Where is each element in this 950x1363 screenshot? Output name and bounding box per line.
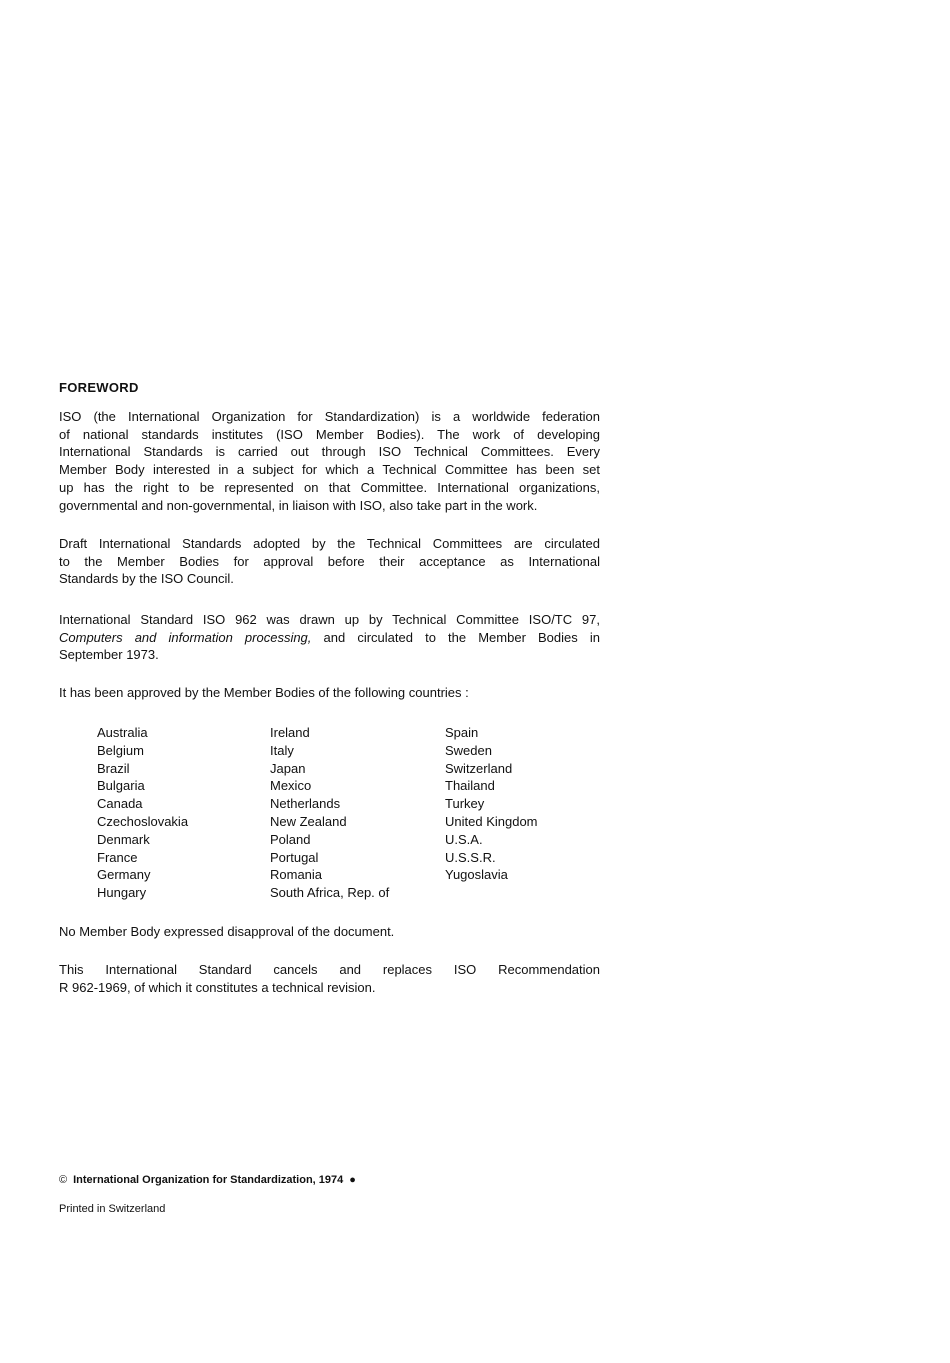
paragraph-line: governmental and non-governmental, in liaison with ISO, also take part in the work. bbox=[59, 497, 538, 513]
paragraph-replacement bbox=[59, 961, 600, 996]
country-item: Thailand bbox=[445, 778, 495, 794]
country-item: Portugal bbox=[270, 849, 319, 865]
country-item: Germany bbox=[97, 867, 151, 883]
committee-title: Computers and information processing, bbox=[59, 629, 312, 645]
paragraph-iso-intro bbox=[59, 408, 600, 514]
country-item: Bulgaria bbox=[97, 778, 145, 794]
country-item: Ireland bbox=[270, 725, 310, 740]
paragraph-line: September 1973. bbox=[59, 647, 159, 663]
paragraph-line: International Standard ISO 962 was drawn up by Technical Committee ISO/TC 97, bbox=[59, 612, 600, 627]
country-item: Sweden bbox=[445, 742, 492, 758]
paragraph-line: Standards by the ISO Council. bbox=[59, 571, 234, 587]
paragraph-line: Member Body interested in a subject for which a Technical Committee has been set bbox=[59, 462, 600, 478]
paragraph-line: R 962-1969, of which it constitutes a technical revision. bbox=[59, 979, 376, 995]
paragraph-approval: It has been approved by the Member Bodies of the following countries : bbox=[59, 685, 469, 700]
paragraph-line: Draft International Standards adopted by the Technical Committees are circulated bbox=[59, 536, 600, 551]
country-item: U.S.A. bbox=[445, 831, 483, 847]
country-item: Denmark bbox=[97, 831, 150, 847]
country-item: France bbox=[97, 849, 138, 865]
paragraph-line: to the Member Bodies for approval before their acceptance as International bbox=[59, 553, 600, 569]
country-item: United Kingdom bbox=[445, 813, 538, 829]
country-item: Netherlands bbox=[270, 796, 341, 812]
foreword-heading: FOREWORD bbox=[59, 380, 139, 395]
country-item: Romania bbox=[270, 867, 323, 883]
bullet-icon: ● bbox=[349, 1174, 356, 1186]
paragraph-line-rest: and circulated to the Member Bodies in bbox=[311, 629, 600, 645]
country-item: Czechoslovakia bbox=[97, 813, 189, 829]
country-item: Yugoslavia bbox=[445, 867, 508, 883]
paragraph-line: This International Standard cancels and replaces ISO Recommendation bbox=[59, 962, 600, 977]
country-column-1 bbox=[97, 724, 188, 902]
country-item: Japan bbox=[270, 760, 306, 776]
country-item: South Africa, Rep. of bbox=[270, 885, 390, 901]
country-column-2 bbox=[270, 724, 389, 902]
country-item: Canada bbox=[97, 796, 143, 812]
paragraph-line bbox=[59, 629, 600, 647]
country-item: Turkey bbox=[445, 796, 485, 812]
country-item: Mexico bbox=[270, 778, 312, 794]
copyright-icon: © bbox=[59, 1174, 68, 1186]
country-item: U.S.S.R. bbox=[445, 849, 496, 865]
printed-in-notice: Printed in Switzerland bbox=[59, 1203, 166, 1215]
paragraph-line: ISO (the International Organization for Standardization) is a worldwide federation bbox=[59, 409, 600, 424]
country-item: Switzerland bbox=[445, 760, 513, 776]
country-item: New Zealand bbox=[270, 813, 347, 829]
paragraph-line: International Standards is carried out through ISO Technical Committees. Every bbox=[59, 444, 600, 460]
copyright-notice bbox=[59, 1174, 356, 1186]
copyright-text: International Organization for Standardization, 1974 bbox=[73, 1174, 344, 1186]
country-item: Hungary bbox=[97, 885, 147, 901]
country-column-3 bbox=[445, 724, 538, 884]
paragraph-no-disapproval: No Member Body expressed disapproval of the document. bbox=[59, 924, 395, 939]
paragraph-line: up has the right to be represented on that Committee. International organizations, bbox=[59, 479, 600, 495]
paragraph-draft-standards bbox=[59, 535, 600, 588]
paragraph-standard-origin bbox=[59, 611, 600, 664]
country-item: Spain bbox=[445, 725, 479, 740]
country-item: Italy bbox=[270, 742, 294, 758]
country-item: Australia bbox=[97, 725, 148, 740]
paragraph-line: of national standards institutes (ISO Member Bodies). The work of developing bbox=[59, 426, 600, 442]
country-item: Brazil bbox=[97, 760, 130, 776]
country-item: Belgium bbox=[97, 742, 144, 758]
country-item: Poland bbox=[270, 831, 311, 847]
